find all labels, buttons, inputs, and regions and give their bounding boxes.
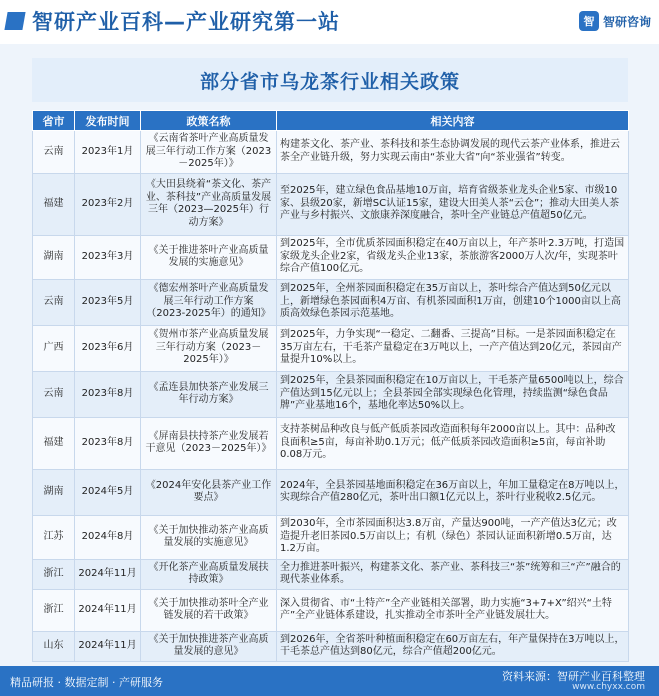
banner — [32, 58, 628, 102]
table-row — [33, 417, 629, 469]
table-header-row — [33, 111, 629, 131]
column-header-content: 相关内容 — [277, 111, 629, 131]
cell-date: 2023年3月 — [75, 235, 141, 279]
cell-province: 浙江 — [33, 589, 75, 631]
brand-logo-icon: 智 — [579, 11, 599, 31]
cell-content: 到2026年，全省茶叶种植面积稳定在60万亩左右，年产量保持在3万吨以上，干毛茶总产值达到80亿元，综合产值超200亿元。 — [277, 631, 629, 661]
cell-province: 云南 — [33, 279, 75, 325]
cell-date: 2024年11月 — [75, 559, 141, 589]
cell-date: 2024年8月 — [75, 515, 141, 559]
brand-name: 智研咨询 — [602, 14, 651, 29]
footer-source: 资料来源：智研产业百科整理 — [502, 670, 645, 683]
table-row — [33, 469, 629, 515]
cell-policy-name: 《大田县绕着“茶文化、茶产业、茶科技”产业高质量发展三年（2023—2025年）行动方案》 — [141, 173, 277, 235]
header-title — [6, 6, 340, 36]
cell-date: 2023年8月 — [75, 371, 141, 417]
cell-date: 2023年6月 — [75, 325, 141, 371]
cell-policy-name: 《屏南县扶持茶产业发展若干意见（2023－2025年）》 — [141, 417, 277, 469]
table-row — [33, 173, 629, 235]
cell-content: 支持茶树品种改良与低产低质茶园改造面积每年2000亩以上。其中：品种改良面积≥5亩，每亩补助0.1万元；低产低质茶园改造面积≥5亩，每亩补助0.08万元。 — [277, 417, 629, 469]
table-row — [33, 589, 629, 631]
cell-content: 全力推进茶叶振兴，构建茶文化、茶产业、茶科技三“茶”统筹和三“产”融合的现代茶业体系。 — [277, 559, 629, 589]
cell-province: 云南 — [33, 371, 75, 417]
cell-content: 构建茶文化、茶产业、茶科技和茶生态协调发展的现代云茶产业体系，推进云茶全产业链升级，努力实现云南由“茶业大省”向“茶业强省”转变。 — [277, 131, 629, 174]
cell-province: 湖南 — [33, 469, 75, 515]
cell-policy-name: 《德宏州茶叶产业高质量发展三年行动工作方案（2023-2025年）的通知》 — [141, 279, 277, 325]
cell-policy-name: 《开化茶产业高质量发展扶持政策》 — [141, 559, 277, 589]
cell-content: 到2025年，全州茶园面积稳定在35万亩以上，茶叶综合产值达到50亿元以上，新增绿色茶园面积4万亩、有机茶园面积1万亩，创建10个1000亩以上高质高效绿色茶园示范基地。 — [277, 279, 629, 325]
footer-url[interactable]: www.chyxx.com — [572, 682, 645, 692]
cell-date: 2024年11月 — [75, 631, 141, 661]
footer-tagline: 精品研报 · 数据定制 · 产研服务 — [10, 676, 163, 689]
cell-policy-name: 《关于加快推动茶产业高质量发展的实施意见》 — [141, 515, 277, 559]
table-row — [33, 235, 629, 279]
cell-content: 深入贯彻省、市“土特产”全产业链相关部署，助力实施“3+7+X”绍兴“土特产”全产业链体系建设，扎实推动全市茶叶全产业链发展壮大。 — [277, 589, 629, 631]
cell-content: 到2025年，力争实现“一稳定、二翻番、三提高”目标。一是茶园面积稳定在35万亩左右，干毛茶产量稳定在3万吨以上，一产产值达到20亿元，茶园亩产量提升10%以上。 — [277, 325, 629, 371]
table-row — [33, 371, 629, 417]
column-header-policy-name: 政策名称 — [141, 111, 277, 131]
cell-province: 福建 — [33, 173, 75, 235]
cell-policy-name: 《关于推进茶叶产业高质量发展的实施意见》 — [141, 235, 277, 279]
cell-content: 到2030年，全市茶园面积达3.8万亩，产量达900吨，一产产值达3亿元；改造提升老旧茶园0.5万亩以上；有机（绿色）茶园认证面积新增0.5万亩，达1.2万亩。 — [277, 515, 629, 559]
cell-province: 广西 — [33, 325, 75, 371]
cell-date: 2023年1月 — [75, 131, 141, 174]
footer — [0, 666, 659, 696]
cell-province: 云南 — [33, 131, 75, 174]
cell-date: 2024年5月 — [75, 469, 141, 515]
cell-content: 至2025年，建立绿色食品基地10万亩，培育省级茶业龙头企业5家、市级10家、县级20家，新增SC认证15家，建设大田美人茶“云仓”；推动大田美人茶产业与乡村振兴、文旅康养深度融合，茶叶全产业链总产值超50亿元。 — [277, 173, 629, 235]
title-square-icon — [4, 12, 25, 30]
cell-province: 江苏 — [33, 515, 75, 559]
table-row — [33, 325, 629, 371]
cell-date: 2024年11月 — [75, 589, 141, 631]
brand[interactable] — [579, 11, 651, 31]
cell-province: 山东 — [33, 631, 75, 661]
policy-table — [32, 110, 629, 662]
page-title: 部分省市乌龙茶行业相关政策 — [199, 70, 460, 93]
header — [0, 0, 659, 44]
table-row — [33, 515, 629, 559]
column-header-date: 发布时间 — [75, 111, 141, 131]
cell-content: 到2025年，全市优质茶园面积稳定在40万亩以上，年产茶叶2.3万吨，打造国家级龙头企业2家，省级龙头企业13家，茶旅游客2000万人次/年，实现茶叶综合产值100亿元。 — [277, 235, 629, 279]
cell-province: 湖南 — [33, 235, 75, 279]
header-title-text: 智研产业百科—产业研究第一站 — [32, 10, 340, 34]
table-row — [33, 131, 629, 174]
column-header-province: 省市 — [33, 111, 75, 131]
table-row — [33, 279, 629, 325]
cell-date: 2023年8月 — [75, 417, 141, 469]
cell-policy-name: 《云南省茶叶产业高质量发展三年行动工作方案（2023－2025年）》 — [141, 131, 277, 174]
cell-province: 福建 — [33, 417, 75, 469]
table-row — [33, 559, 629, 589]
cell-policy-name: 《2024年安化县茶产业工作要点》 — [141, 469, 277, 515]
cell-province: 浙江 — [33, 559, 75, 589]
cell-policy-name: 《贺州市茶产业高质量发展三年行动方案（2023－2025年）》 — [141, 325, 277, 371]
cell-policy-name: 《孟连县加快茶产业发展三年行动方案》 — [141, 371, 277, 417]
cell-content: 2024年，全县茶园基地面积稳定在36万亩以上，年加工量稳定在8万吨以上，实现综合产值280亿元，茶叶出口额1亿元以上，茶叶行业税收2.5亿元。 — [277, 469, 629, 515]
cell-date: 2023年5月 — [75, 279, 141, 325]
cell-policy-name: 《关于加快推进茶产业高质量发展的意见》 — [141, 631, 277, 661]
cell-date: 2023年2月 — [75, 173, 141, 235]
table-row — [33, 631, 629, 661]
cell-policy-name: 《关于加快推动茶叶全产业链发展的若干政策》 — [141, 589, 277, 631]
cell-content: 到2025年，全县茶园面积稳定在10万亩以上，干毛茶产量6500吨以上，综合产值达到15亿元以上；全县茶园全部实现绿色化管理，持续监测“绿色食品牌”产业基地16个，基地化率达50%以上。 — [277, 371, 629, 417]
